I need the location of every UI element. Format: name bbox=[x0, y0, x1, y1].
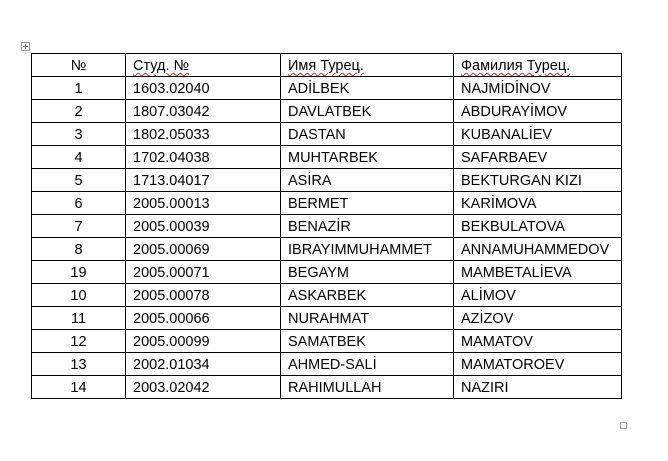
table-row bbox=[32, 353, 622, 376]
cell-student-no[interactable]: 1702.04038 bbox=[126, 146, 281, 169]
cell-first-name[interactable]: DAVLATBEK bbox=[281, 100, 454, 123]
header-first-name-text: Имя Турец. bbox=[288, 58, 364, 74]
cell-last-name[interactable]: SAFARBAEV bbox=[454, 146, 622, 169]
cell-first-name[interactable]: RAHIMULLAH bbox=[281, 376, 454, 399]
header-first-name[interactable] bbox=[281, 54, 454, 77]
cell-student-no[interactable]: 1713.04017 bbox=[126, 169, 281, 192]
cell-last-name[interactable]: ANNAMUHAMMEDOV bbox=[454, 238, 622, 261]
header-student-no-text: Студ. № bbox=[133, 58, 190, 74]
cell-student-no[interactable]: 2002.01034 bbox=[126, 353, 281, 376]
cell-first-name[interactable]: BEGAYM bbox=[281, 261, 454, 284]
student-table bbox=[31, 53, 622, 399]
table-row bbox=[32, 261, 622, 284]
cell-student-no[interactable]: 1603.02040 bbox=[126, 77, 281, 100]
cell-last-name[interactable]: BEKTURGAN KIZI bbox=[454, 169, 622, 192]
cell-first-name[interactable]: MUHTARBEK bbox=[281, 146, 454, 169]
cell-last-name[interactable]: KARİMOVA bbox=[454, 192, 622, 215]
cell-student-no[interactable]: 1802.05033 bbox=[126, 123, 281, 146]
cell-no[interactable]: 19 bbox=[32, 261, 126, 284]
cell-student-no[interactable]: 2005.00013 bbox=[126, 192, 281, 215]
cell-no[interactable]: 11 bbox=[32, 307, 126, 330]
table-move-handle-icon[interactable] bbox=[21, 42, 30, 51]
cell-first-name[interactable]: ADİLBEK bbox=[281, 77, 454, 100]
table-row bbox=[32, 192, 622, 215]
table-row bbox=[32, 77, 622, 100]
table-row bbox=[32, 376, 622, 399]
cell-student-no[interactable]: 2005.00078 bbox=[126, 284, 281, 307]
cell-no[interactable]: 10 bbox=[32, 284, 126, 307]
cell-student-no[interactable]: 2005.00069 bbox=[126, 238, 281, 261]
cell-no[interactable]: 8 bbox=[32, 238, 126, 261]
cell-last-name[interactable]: NAJMİDİNOV bbox=[454, 77, 622, 100]
cell-first-name[interactable]: IBRAYIMMUHAMMET bbox=[281, 238, 454, 261]
cell-student-no[interactable]: 2005.00066 bbox=[126, 307, 281, 330]
cell-first-name[interactable]: ASKARBEK bbox=[281, 284, 454, 307]
cell-no[interactable]: 3 bbox=[32, 123, 126, 146]
table-row bbox=[32, 238, 622, 261]
cell-first-name[interactable]: ASİRA bbox=[281, 169, 454, 192]
table-body bbox=[32, 77, 622, 399]
cell-last-name[interactable]: ABDURAYİMOV bbox=[454, 100, 622, 123]
table-row bbox=[32, 307, 622, 330]
cell-last-name[interactable]: MAMATOROEV bbox=[454, 353, 622, 376]
cell-student-no[interactable]: 2005.00071 bbox=[126, 261, 281, 284]
header-student-no[interactable] bbox=[126, 54, 281, 77]
cell-last-name[interactable]: AZİZOV bbox=[454, 307, 622, 330]
cell-last-name[interactable]: MAMBETALİEVA bbox=[454, 261, 622, 284]
table-row bbox=[32, 215, 622, 238]
cell-first-name[interactable]: BERMET bbox=[281, 192, 454, 215]
cell-last-name[interactable]: ALİMOV bbox=[454, 284, 622, 307]
cell-student-no[interactable]: 2005.00099 bbox=[126, 330, 281, 353]
cell-first-name[interactable]: DASTAN bbox=[281, 123, 454, 146]
table-row bbox=[32, 100, 622, 123]
cell-last-name[interactable]: KUBANALİEV bbox=[454, 123, 622, 146]
cell-no[interactable]: 5 bbox=[32, 169, 126, 192]
cell-last-name[interactable]: BEKBULATOVA bbox=[454, 215, 622, 238]
header-last-name[interactable] bbox=[454, 54, 622, 77]
header-last-name-text: Фамилия Турец. bbox=[461, 58, 571, 74]
table-row bbox=[32, 146, 622, 169]
cell-no[interactable]: 1 bbox=[32, 77, 126, 100]
cell-no[interactable]: 6 bbox=[32, 192, 126, 215]
cell-first-name[interactable]: AHMED-SALİ bbox=[281, 353, 454, 376]
cell-first-name[interactable]: SAMATBEK bbox=[281, 330, 454, 353]
table-header-row bbox=[32, 54, 622, 77]
cell-no[interactable]: 4 bbox=[32, 146, 126, 169]
table-resize-handle-icon[interactable] bbox=[620, 422, 627, 429]
table-row bbox=[32, 284, 622, 307]
cell-no[interactable]: 14 bbox=[32, 376, 126, 399]
cell-last-name[interactable]: NAZIRI bbox=[454, 376, 622, 399]
cell-first-name[interactable]: NURAHMAT bbox=[281, 307, 454, 330]
cell-student-no[interactable]: 1807.03042 bbox=[126, 100, 281, 123]
table-row bbox=[32, 330, 622, 353]
cell-no[interactable]: 2 bbox=[32, 100, 126, 123]
table-row bbox=[32, 169, 622, 192]
table-row bbox=[32, 123, 622, 146]
cell-student-no[interactable]: 2003.02042 bbox=[126, 376, 281, 399]
cell-no[interactable]: 13 bbox=[32, 353, 126, 376]
cell-student-no[interactable]: 2005.00039 bbox=[126, 215, 281, 238]
cell-no[interactable]: 7 bbox=[32, 215, 126, 238]
cell-no[interactable]: 12 bbox=[32, 330, 126, 353]
cell-last-name[interactable]: MAMATOV bbox=[454, 330, 622, 353]
cell-first-name[interactable]: BENAZİR bbox=[281, 215, 454, 238]
header-no[interactable]: № bbox=[32, 54, 126, 77]
